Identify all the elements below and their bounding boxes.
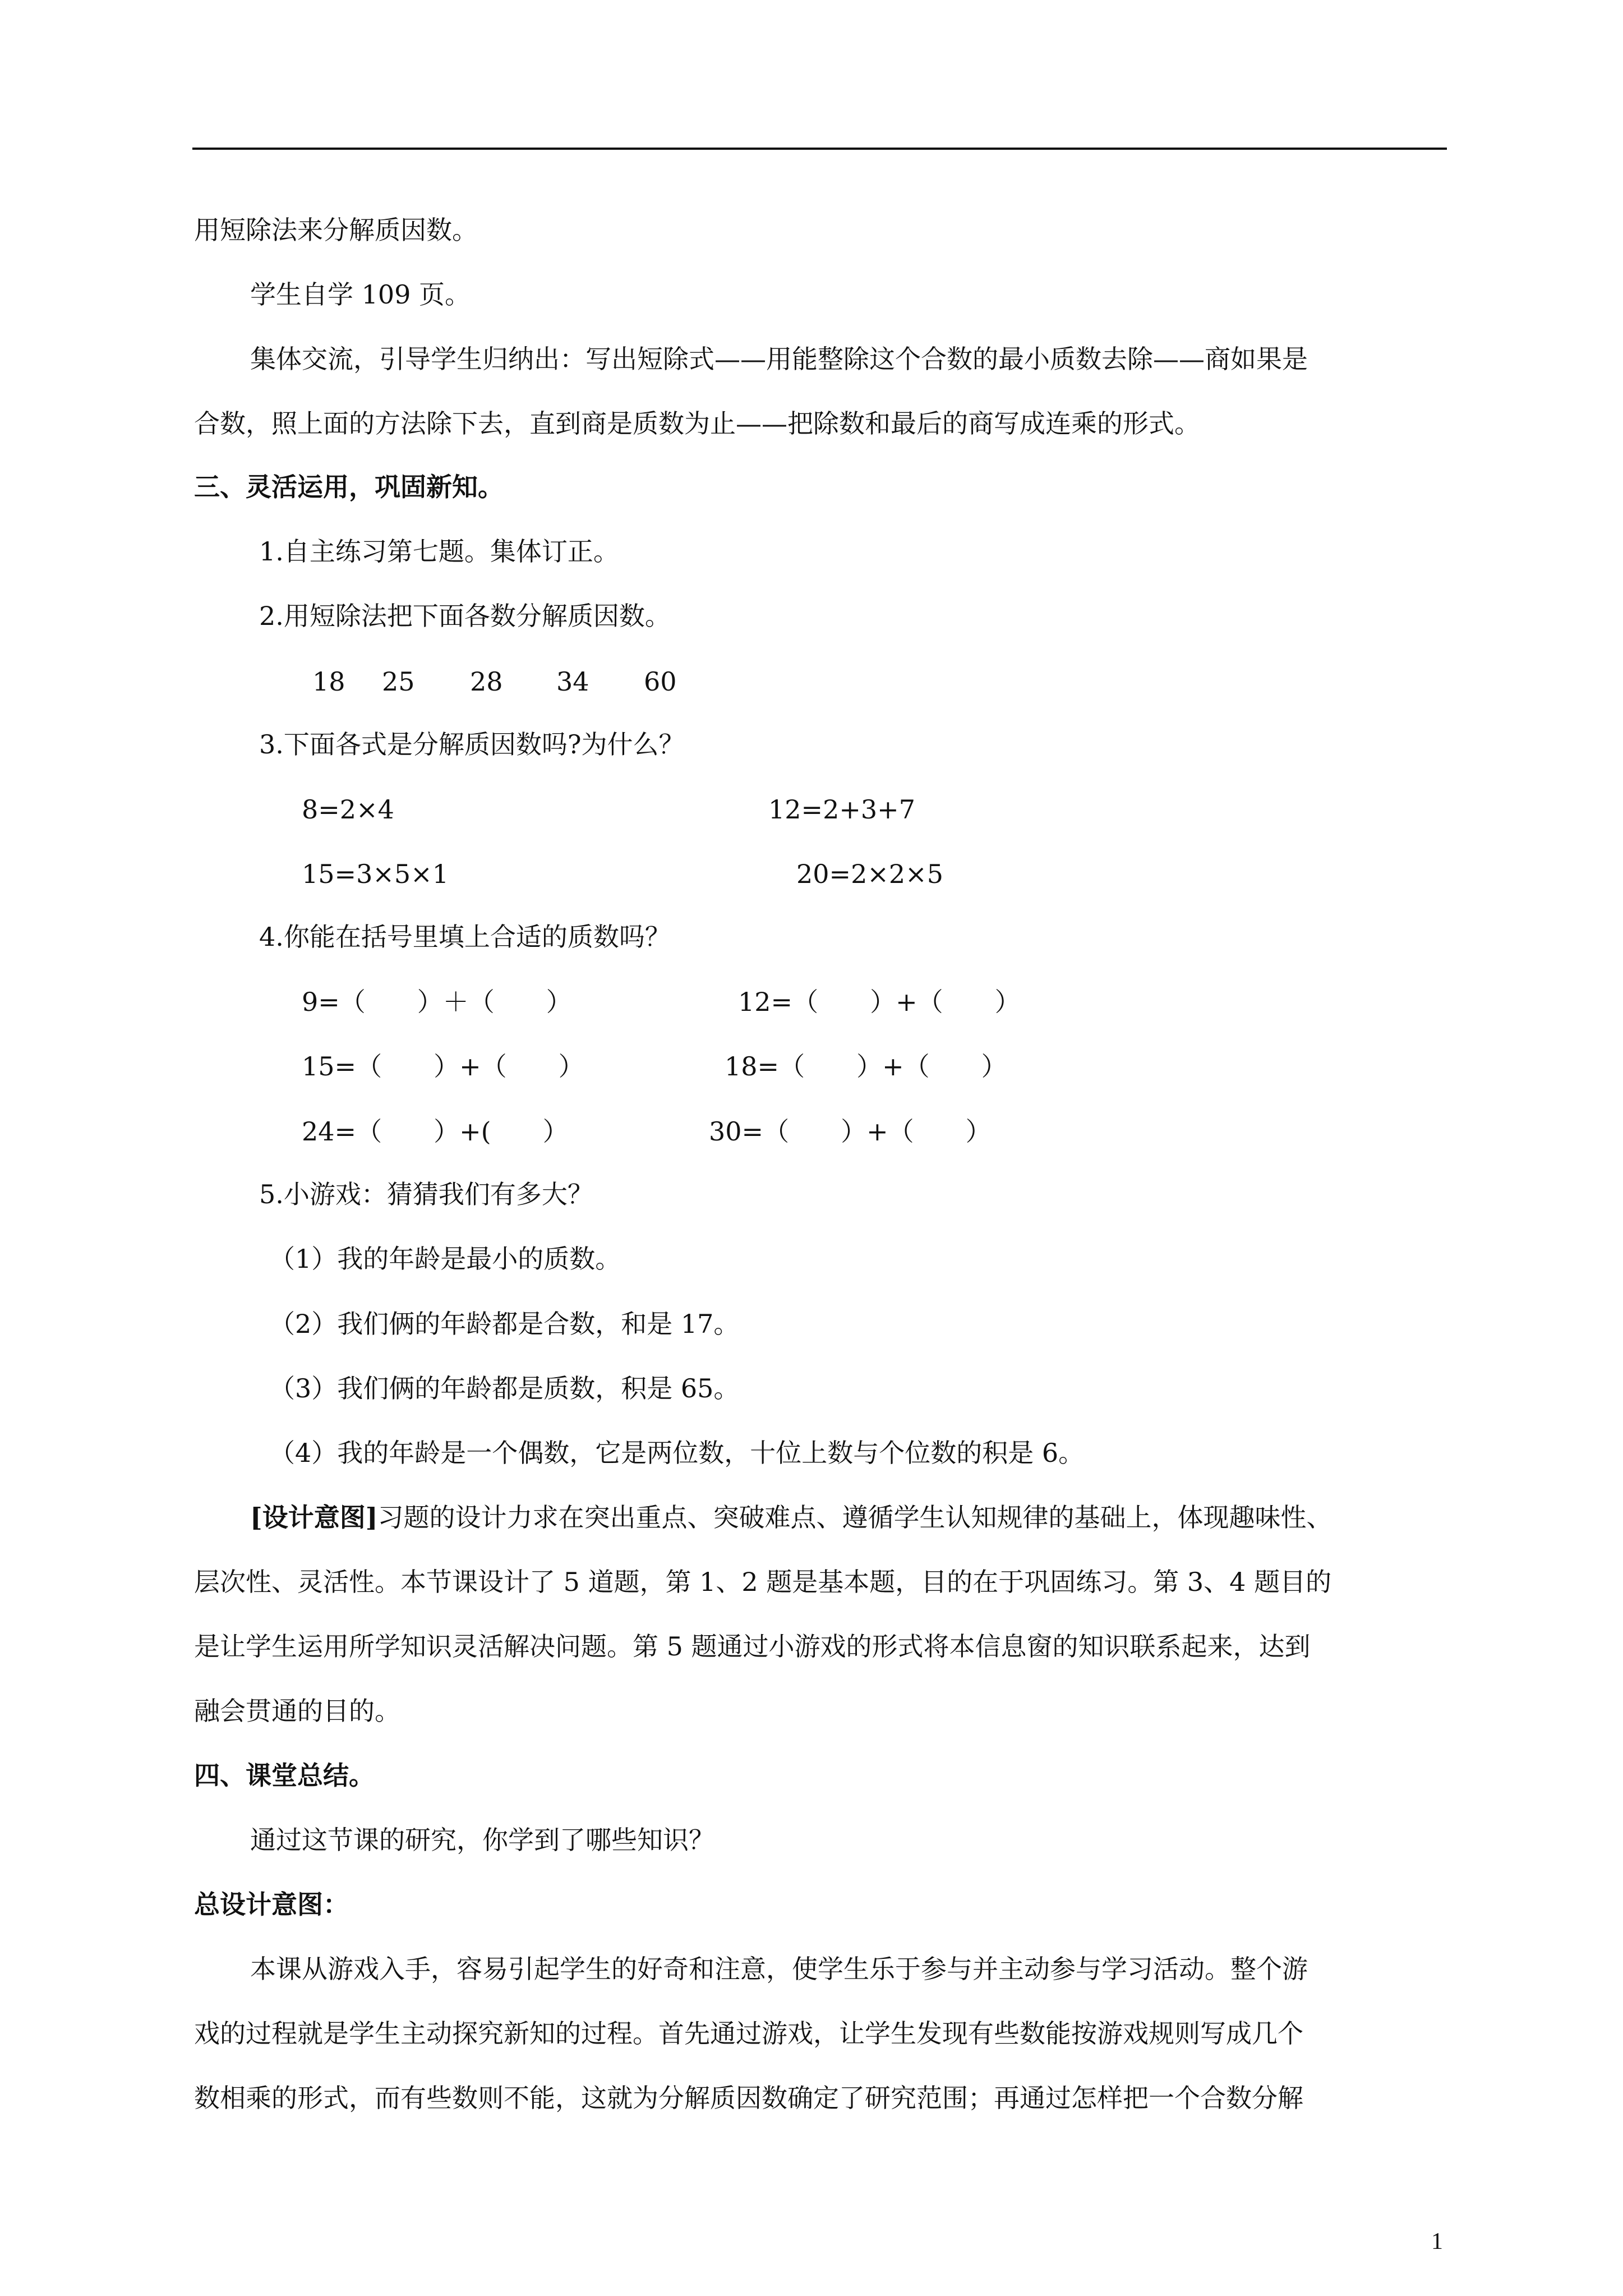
number-60: 60 — [644, 666, 677, 697]
exercise-1: 1.自主练习第七题。集体订正。 — [259, 536, 619, 567]
fill-blank-9: 9=（ ）＋（ ） — [302, 987, 572, 1017]
game-item-1: （1）我的年龄是最小的质数。 — [269, 1244, 621, 1274]
number-18: 18 — [312, 666, 345, 697]
exercise-3: 3.下面各式是分解质因数吗?为什么？ — [259, 729, 685, 760]
design-intent-text: 习题的设计力求在突出重点、突破难点、遵循学生认知规律的基础上，体现趣味性、 — [377, 1502, 1332, 1533]
fill-blank-18: 18=（ ）+（ ） — [725, 1051, 1007, 1082]
game-item-2: （2）我们俩的年龄都是合数，和是 17。 — [269, 1309, 740, 1339]
overall-design-line1: 本课从游戏入手，容易引起学生的好奇和注意，使学生乐于参与并主动参与学习活动。整个游 — [250, 1954, 1308, 1984]
exercise-4: 4.你能在括号里填上合适的质数吗？ — [259, 922, 671, 952]
number-34: 34 — [556, 666, 589, 697]
equation-15: 15=3×5×1 — [302, 859, 449, 889]
fill-blank-15: 15=（ ）+（ ） — [302, 1051, 584, 1082]
paragraph-self-study: 学生自学 109 页。 — [250, 279, 471, 310]
paragraph-exchange-line2: 合数，照上面的方法除下去，直到商是质数为止——把除数和最后的商写成连乘的形式。 — [194, 408, 1200, 439]
overall-design-heading: 总设计意图： — [194, 1889, 349, 1920]
design-intent-line3: 是让学生运用所学知识灵活解决问题。第 5 题通过小游戏的形式将本信息窗的知识联系起来，达到 — [194, 1631, 1311, 1662]
design-intent-line4: 融会贯通的目的。 — [194, 1696, 400, 1726]
fill-blank-12: 12=（ ）+（ ） — [738, 987, 1021, 1017]
paragraph-short-division: 用短除法来分解质因数。 — [194, 215, 478, 245]
design-intent-label: [设计意图] — [250, 1502, 378, 1533]
game-item-3: （3）我们俩的年龄都是质数，积是 65。 — [269, 1373, 740, 1404]
page-number: 1 — [1431, 2229, 1443, 2254]
exercise-5: 5.小游戏：猜猜我们有多大？ — [259, 1179, 593, 1209]
header-rule — [192, 148, 1447, 150]
design-intent-line1 — [250, 1501, 1332, 1534]
section-3-heading: 三、灵活运用，巩固新知。 — [194, 472, 504, 502]
number-28: 28 — [470, 666, 503, 697]
game-item-4: （4）我的年龄是一个偶数，它是两位数，十位上数与个位数的积是 6。 — [269, 1438, 1085, 1468]
summary-question: 通过这节课的研究，你学到了哪些知识？ — [250, 1825, 714, 1855]
number-25: 25 — [382, 666, 415, 697]
equation-20: 20=2×2×5 — [796, 859, 943, 889]
fill-blank-30: 30=（ ）+（ ） — [709, 1116, 992, 1147]
exercise-2: 2.用短除法把下面各数分解质因数。 — [259, 601, 671, 631]
fill-blank-24: 24=（ ）+( ） — [302, 1116, 569, 1147]
equation-8: 8=2×4 — [302, 794, 394, 825]
overall-design-line3: 数相乘的形式，而有些数则不能，这就为分解质因数确定了研究范围；再通过怎样把一个合数分解 — [194, 2083, 1303, 2113]
design-intent-line2: 层次性、灵活性。本节课设计了 5 道题，第 1、2 题是基本题，目的在于巩固练习。第 3、4 题目的 — [194, 1567, 1332, 1597]
overall-design-line2: 戏的过程就是学生主动探究新知的过程。首先通过游戏，让学生发现有些数能按游戏规则写成几个 — [194, 2018, 1303, 2049]
paragraph-exchange-line1: 集体交流，引导学生归纳出：写出短除式——用能整除这个合数的最小质数去除——商如果是 — [250, 344, 1308, 374]
equation-12: 12=2+3+7 — [768, 794, 915, 825]
section-4-heading: 四、课堂总结。 — [194, 1760, 375, 1791]
